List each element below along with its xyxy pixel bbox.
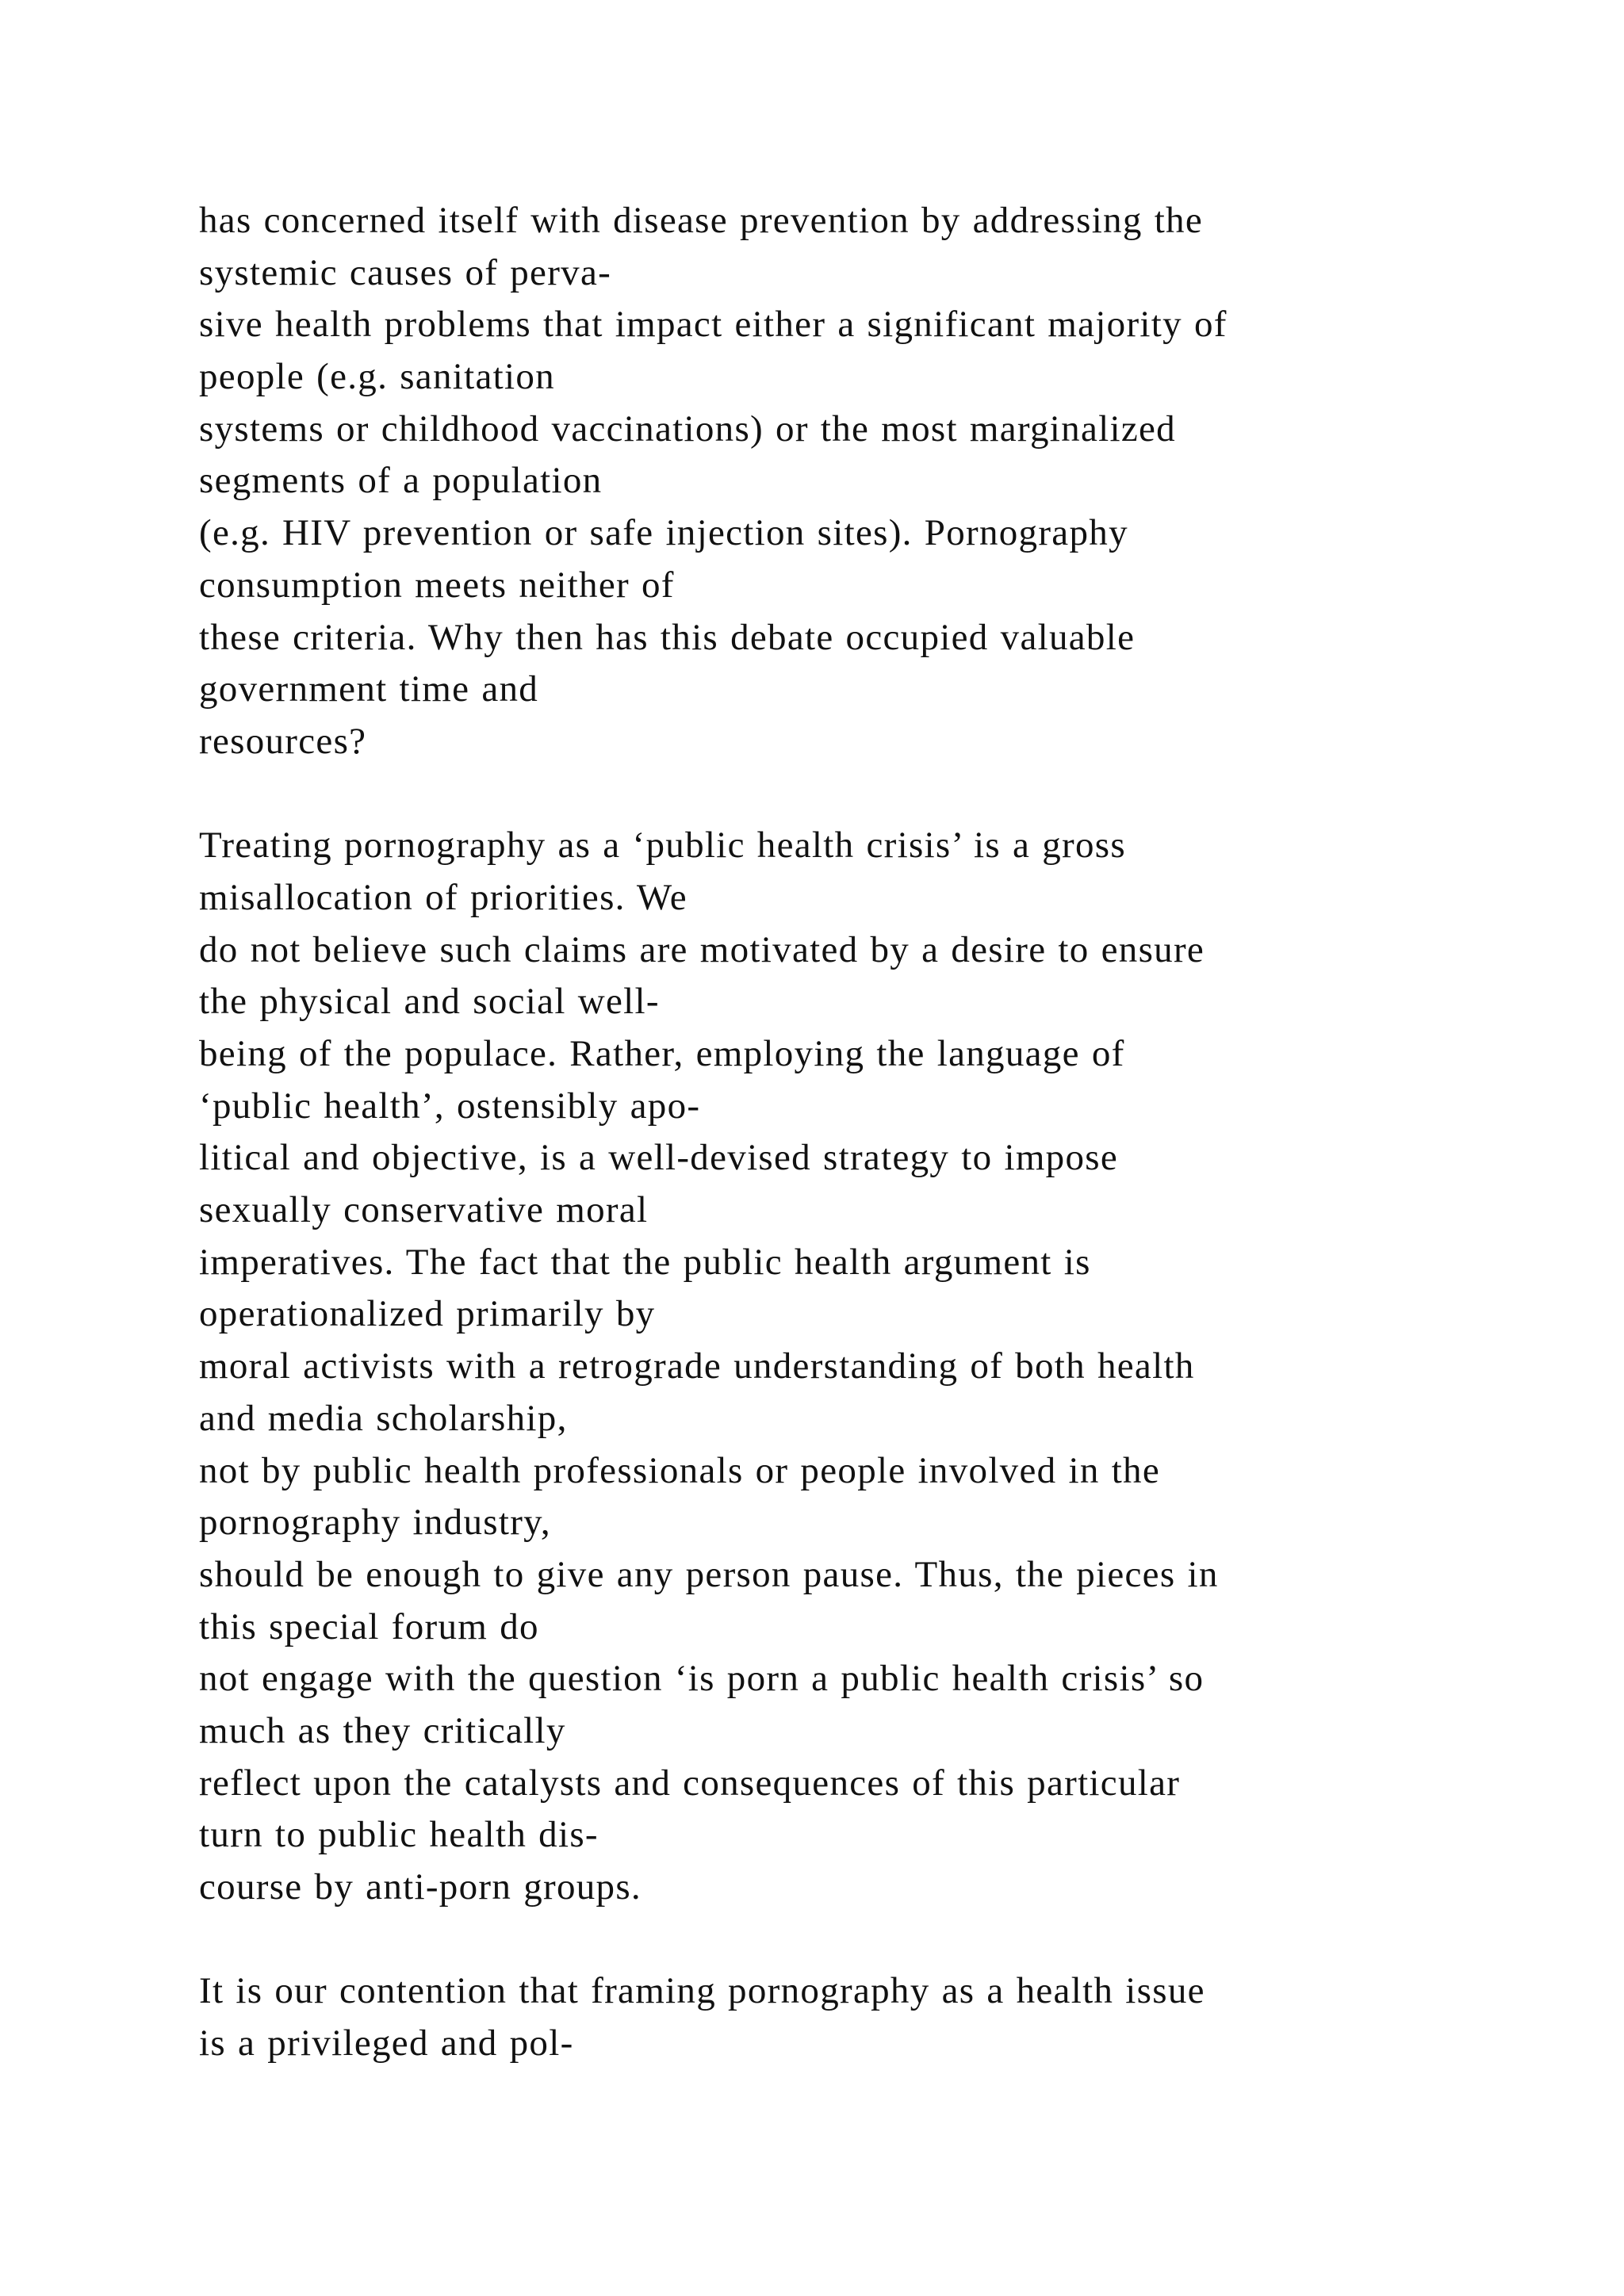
paragraph-1 xyxy=(199,195,1547,768)
text-line: course by anti-porn groups. xyxy=(199,1866,642,1908)
text-line: systems or childhood vaccinations) or the most marginalized xyxy=(199,408,1176,450)
text-line: and media scholarship, xyxy=(199,1397,568,1439)
text-line: not by public health professionals or people involved in the xyxy=(199,1449,1161,1491)
text-line: do not believe such claims are motivated by a desire to ensure xyxy=(199,928,1205,970)
text-line: sexually conservative moral xyxy=(199,1189,649,1231)
text-line: this special forum do xyxy=(199,1605,539,1647)
text-line: much as they critically xyxy=(199,1709,566,1751)
text-line: imperatives. The fact that the public health argument is xyxy=(199,1241,1091,1283)
text-line: segments of a population xyxy=(199,460,603,502)
paragraph-gap xyxy=(199,1914,1547,1966)
text-line: turn to public health dis- xyxy=(199,1814,599,1856)
paragraph-gap xyxy=(199,768,1547,821)
text-line: has concerned itself with disease prevention by addressing the xyxy=(199,200,1204,241)
text-line: litical and objective, is a well-devised strategy to impose xyxy=(199,1137,1119,1179)
text-line: resources? xyxy=(199,720,367,762)
text-line: government time and xyxy=(199,668,539,710)
text-line: misallocation of priorities. We xyxy=(199,876,688,918)
text-line: the physical and social well- xyxy=(199,981,660,1023)
text-line: being of the populace. Rather, employing the language of xyxy=(199,1033,1125,1074)
text-line: operationalized primarily by xyxy=(199,1293,656,1335)
text-line: systemic causes of perva- xyxy=(199,251,612,293)
text-line: these criteria. Why then has this debate occupied valuable xyxy=(199,616,1136,658)
text-line: reflect upon the catalysts and consequences of this particular xyxy=(199,1762,1181,1804)
text-line: (e.g. HIV prevention or safe injection sites). Pornography xyxy=(199,512,1128,554)
text-line: Treating pornography as a ‘public health crisis’ is a gross xyxy=(199,825,1126,867)
text-line: not engage with the question ‘is porn a public health crisis’ so xyxy=(199,1658,1205,1700)
paragraph-3 xyxy=(199,1965,1547,2069)
body-text xyxy=(199,195,1547,2070)
paragraph-2 xyxy=(199,820,1547,1913)
text-line: sive health problems that impact either a significant majority of xyxy=(199,304,1228,346)
text-line: It is our contention that framing pornography as a health issue xyxy=(199,1970,1205,2012)
text-line: pornography industry, xyxy=(199,1502,551,1544)
text-line: is a privileged and pol- xyxy=(199,2022,574,2064)
text-line: should be enough to give any person pause. Thus, the pieces in xyxy=(199,1553,1219,1595)
text-line: people (e.g. sanitation xyxy=(199,356,555,398)
text-line: consumption meets neither of xyxy=(199,564,675,606)
text-line: moral activists with a retrograde understanding of both health xyxy=(199,1345,1195,1387)
text-line: ‘public health’, ostensibly apo- xyxy=(199,1085,701,1127)
